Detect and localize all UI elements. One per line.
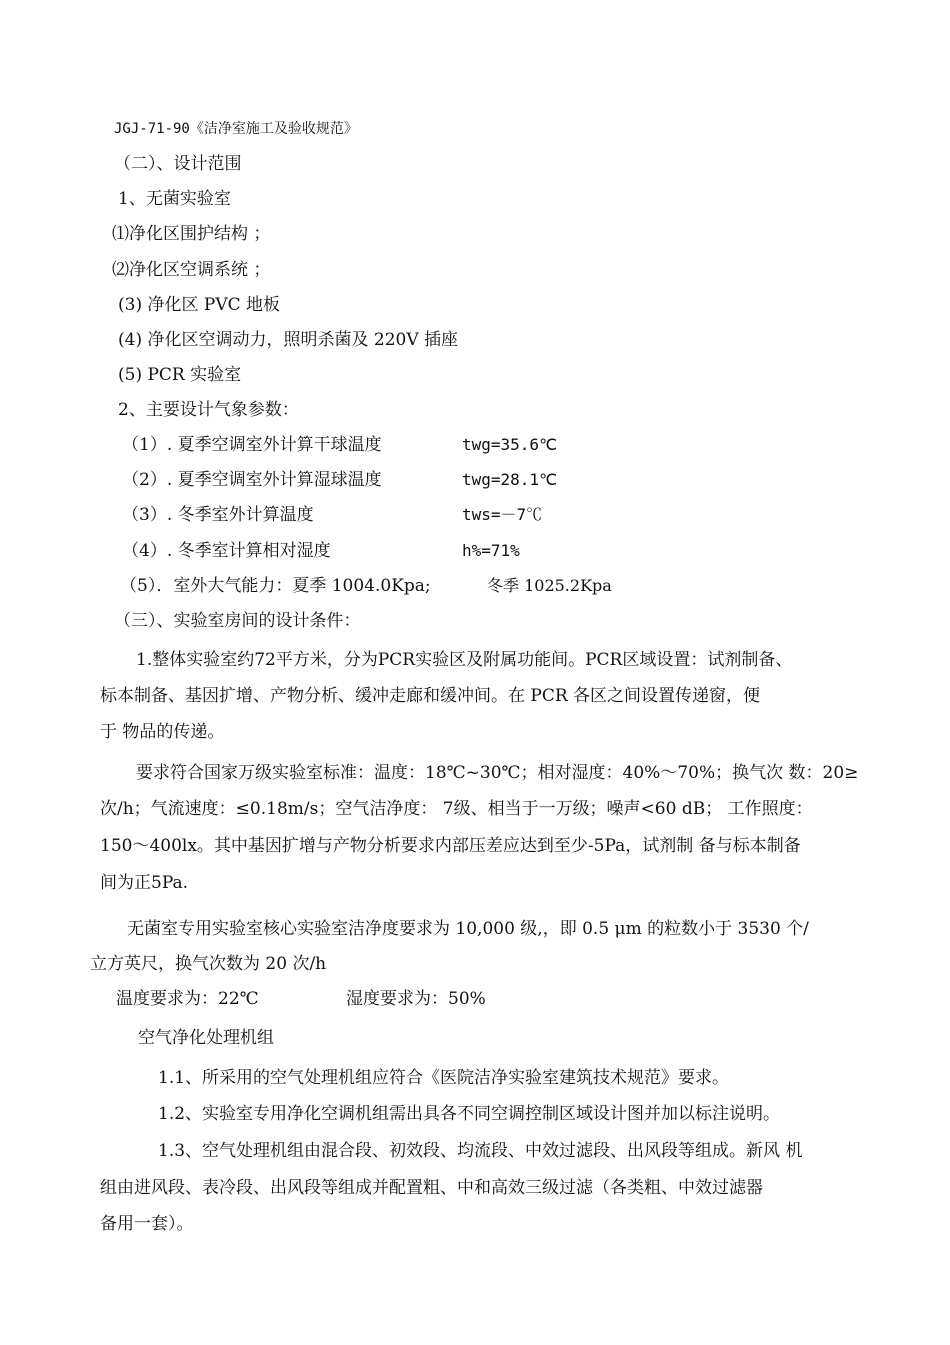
ahu-item: 备用一套）。 bbox=[100, 1214, 194, 1234]
paragraph-line: 间为正5Pa. bbox=[100, 873, 189, 893]
paragraph-line: 1.整体实验室约72平方米，分为PCR实验区及附属功能间。PCR区域设置：试剂制备、 bbox=[136, 650, 793, 670]
param-value: h%=71% bbox=[462, 541, 520, 560]
scope-item: ⑴净化区围护结构 ； bbox=[112, 224, 271, 244]
ahu-item: 1.2、实验室专用净化空调机组需出具各不同空调控制区域设计图并加以标注说明。 bbox=[158, 1104, 781, 1124]
ahu-item: 组由进风段、表冷段、出风段等组成并配置粗、中和高效三级过滤（各类粗、中效过滤器 bbox=[100, 1178, 763, 1198]
humidity-requirement: 湿度要求为：50% bbox=[346, 989, 486, 1009]
scope-item: (3) 净化区 PVC 地板 bbox=[118, 295, 281, 315]
param-label: （2）. 夏季空调室外计算湿球温度 bbox=[122, 470, 382, 490]
ahu-item: 1.3、空气处理机组由混合段、初效段、均流段、中效过滤段、出风段等组成。新风 机 bbox=[158, 1141, 803, 1161]
paragraph-line: 要求符合国家万级实验室标准：温度：18℃~30℃；相对湿度：40%～70%；换气次 数：20≥ bbox=[136, 763, 859, 783]
paragraph-line: 次/h；气流速度：≤0.18m/s；空气洁净度： 7级、相当于一万级；噪声<60 dB； 工作照度： bbox=[100, 799, 813, 819]
subheading-sterile-lab: 1、无菌实验室 bbox=[118, 189, 231, 209]
scope-item: ⑵净化区空调系统 ； bbox=[112, 260, 271, 280]
param-value: twg=35.6℃ bbox=[462, 435, 558, 454]
section-heading-design-scope: （二）、设计范围 bbox=[114, 154, 242, 174]
temperature-requirement: 温度要求为：22℃ bbox=[116, 989, 259, 1009]
param-label: （5）．室外大气能力：夏季 1004.0Kpa; bbox=[120, 576, 431, 596]
scope-item: (4) 净化区空调动力，照明杀菌及 220V 插座 bbox=[118, 330, 459, 350]
param-label: （3）. 冬季室外计算温度 bbox=[122, 505, 314, 525]
param-value: tws=－7℃ bbox=[462, 505, 543, 524]
paragraph-line: 150～400lx。其中基因扩增与产物分析要求内部压差应达到至少-5Pa，试剂制 备与标本制备 bbox=[100, 836, 801, 856]
param-label: （1）. 夏季空调室外计算干球温度 bbox=[122, 435, 382, 455]
paragraph-line: 标本制备、基因扩增、产物分析、缓冲走廊和缓冲间。在 PCR 各区之间设置传递窗，便 bbox=[100, 686, 761, 706]
paragraph-line: 无菌室专用实验室核心实验室洁净度要求为 10,000 级,，即 0.5 μm 的粒数小于 3530 个/ bbox=[127, 919, 809, 939]
subheading-weather-params: 2、主要设计气象参数： bbox=[118, 400, 299, 420]
section-heading-room-conditions: （三）、实验室房间的设计条件： bbox=[114, 611, 361, 631]
ahu-heading: 空气净化处理机组 bbox=[138, 1028, 274, 1048]
param-value: twg=28.1℃ bbox=[462, 470, 558, 489]
scope-item: (5) PCR 实验室 bbox=[118, 365, 242, 385]
standard-reference: JGJ-71-90《洁净室施工及验收规范》 bbox=[114, 121, 358, 137]
param-label: （4）. 冬季室计算相对湿度 bbox=[122, 541, 331, 561]
paragraph-line: 立方英尺，换气次数为 20 次/h bbox=[90, 954, 327, 974]
paragraph-line: 于 物品的传递。 bbox=[100, 722, 225, 742]
ahu-item: 1.1、所采用的空气处理机组应符合《医院洁净实验室建筑技术规范》要求。 bbox=[158, 1068, 730, 1088]
param-value: 冬季 1025.2Kpa bbox=[487, 576, 612, 595]
